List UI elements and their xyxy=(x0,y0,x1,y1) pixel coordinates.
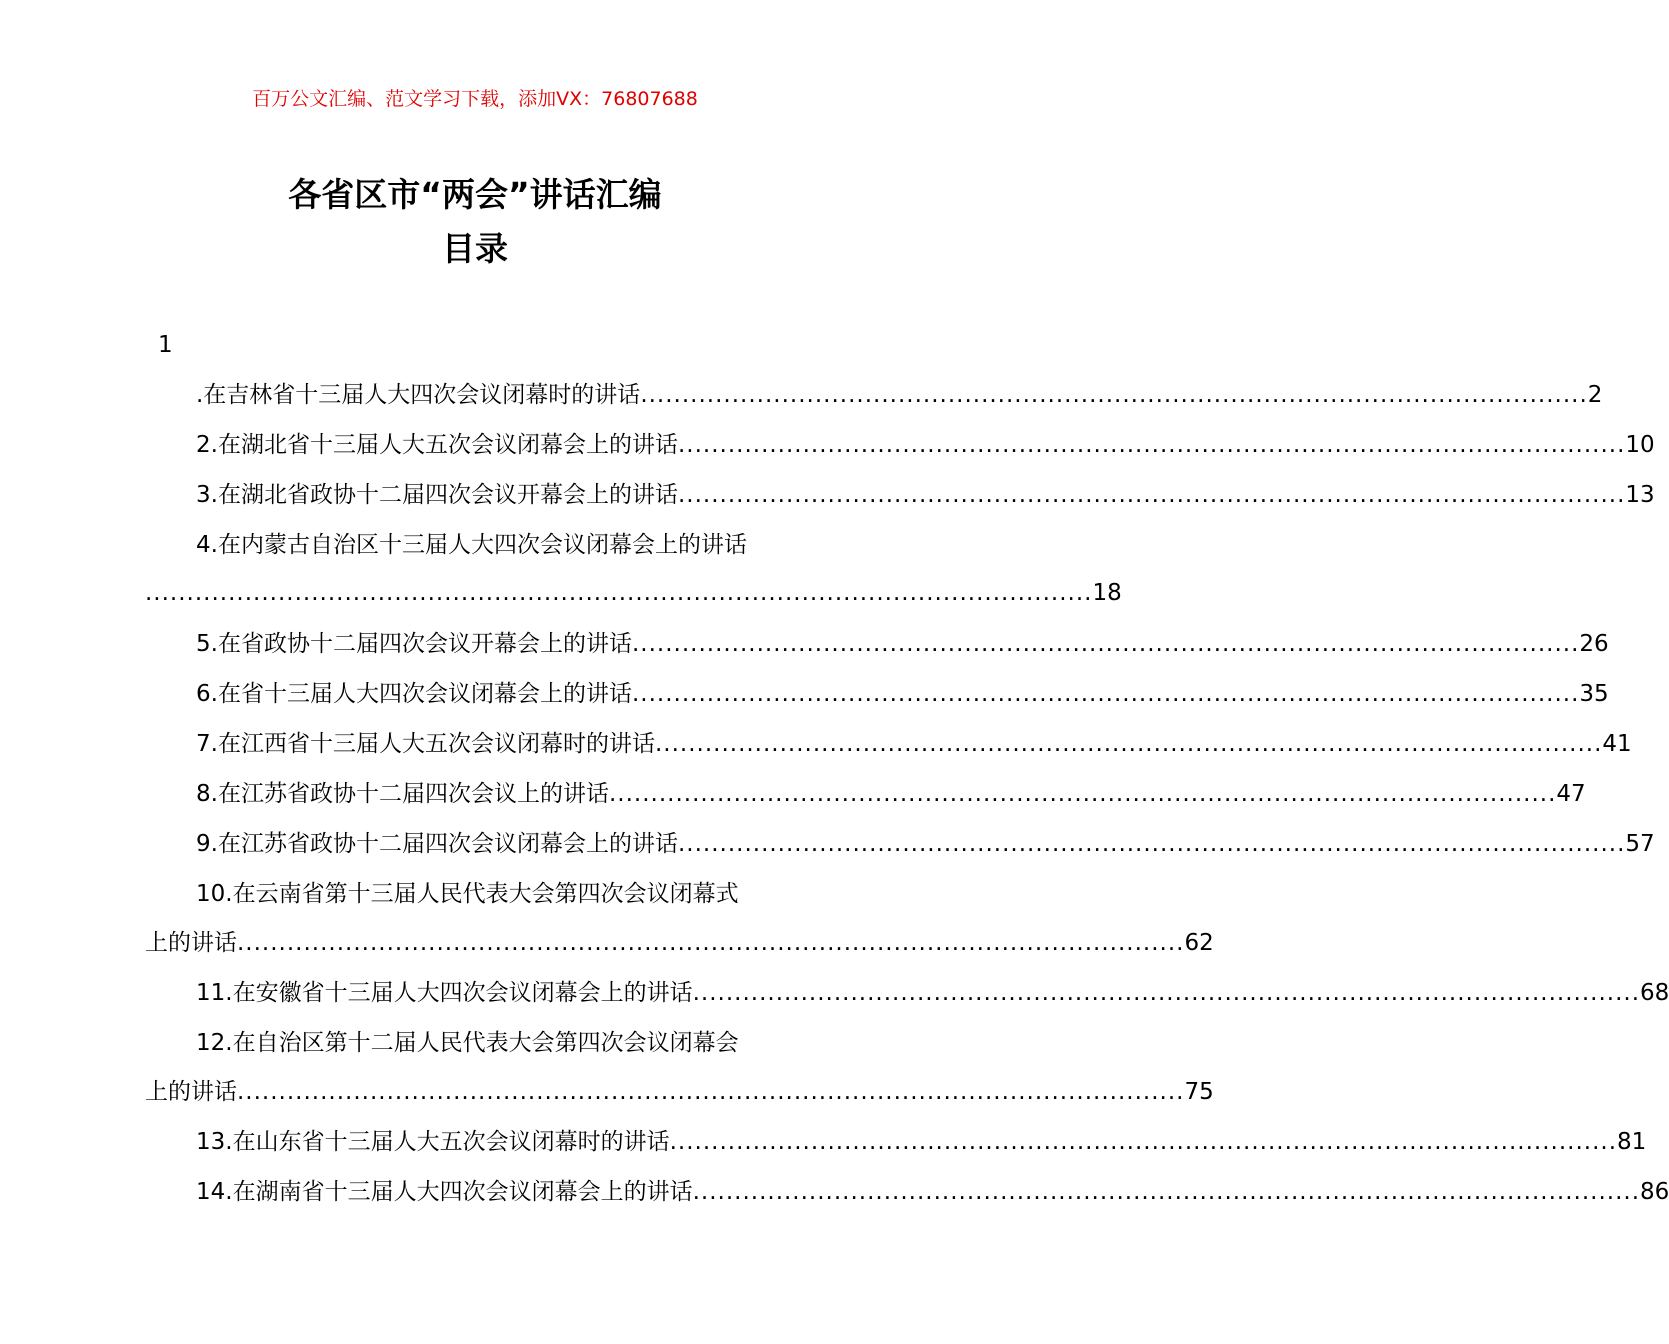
toc-leader: .................................................................................................................. xyxy=(631,631,1580,657)
toc-entry[interactable] xyxy=(196,430,1655,460)
toc-page-number: 47 xyxy=(1556,781,1586,807)
toc-page-number: 86 xyxy=(1640,1179,1669,1205)
toc-entry[interactable] xyxy=(196,1127,1647,1157)
toc-page-number: 35 xyxy=(1579,681,1609,707)
toc-entry-title: .在吉林省十三届人大四次会议闭幕时的讲话 xyxy=(196,382,641,408)
toc-entry-title-continued: 上的讲话 xyxy=(145,930,237,956)
toc-page-number: 81 xyxy=(1617,1129,1647,1155)
toc-leader: .................................................................................................................. xyxy=(631,681,1580,707)
toc-leader: .................................................................................................................. xyxy=(677,831,1626,857)
toc-entry-title: 14.在湖南省十三届人大四次会议闭幕会上的讲话 xyxy=(196,1179,693,1205)
toc-entry[interactable] xyxy=(196,679,1609,709)
toc-entry-continuation[interactable] xyxy=(145,1077,1214,1107)
toc-entry[interactable] xyxy=(196,729,1632,759)
toc-entry-title[interactable]: 10.在云南省第十三届人民代表大会第四次会议闭幕式 xyxy=(196,881,739,907)
toc-entry-title-continued: 上的讲话 xyxy=(145,1079,237,1105)
toc-leader: .................................................................................................................. xyxy=(237,930,1185,956)
toc-leader: .................................................................................................................. xyxy=(692,1179,1641,1205)
toc-page-number: 2 xyxy=(1587,382,1603,408)
toc-leader: .................................................................................................................. xyxy=(692,980,1641,1006)
toc-page-number: 68 xyxy=(1640,980,1669,1006)
toc-leader: .................................................................................................................. xyxy=(677,432,1626,458)
toc-entry-title[interactable]: 4.在内蒙古自治区十三届人大四次会议闭幕会上的讲话 xyxy=(196,532,747,558)
toc-entry-title: 3.在湖北省政协十二届四次会议开幕会上的讲话 xyxy=(196,482,678,508)
toc-page-number: 57 xyxy=(1625,831,1655,857)
toc-entry[interactable] xyxy=(196,629,1609,659)
document-title: 各省区市“两会”讲话汇编 xyxy=(288,175,662,214)
toc-entry[interactable] xyxy=(196,978,1669,1008)
toc-entry-continuation[interactable] xyxy=(145,578,1122,608)
toc-entry[interactable] xyxy=(196,380,1603,410)
toc-entry-title: 6.在省十三届人大四次会议闭幕会上的讲话 xyxy=(196,681,632,707)
toc-entry-title[interactable]: 12.在自治区第十二届人民代表大会第四次会议闭幕会 xyxy=(196,1030,739,1056)
toc-entry-title: 2.在湖北省十三届人大五次会议闭幕会上的讲话 xyxy=(196,432,678,458)
toc-page-number: 13 xyxy=(1625,482,1655,508)
toc-page-number: 18 xyxy=(1092,580,1122,606)
toc-leader: .................................................................................................................. xyxy=(145,580,1093,606)
toc-entry-title: 11.在安徽省十三届人大四次会议闭幕会上的讲话 xyxy=(196,980,693,1006)
toc-page-number: 62 xyxy=(1184,930,1214,956)
toc-leader: .................................................................................................................. xyxy=(677,482,1626,508)
toc-first-number: 1 xyxy=(158,332,173,358)
toc-leader: .................................................................................................................. xyxy=(640,382,1588,408)
toc-entry-continuation[interactable] xyxy=(145,928,1214,958)
toc-leader: .................................................................................................................. xyxy=(237,1079,1185,1105)
toc-entry-title: 7.在江西省十三届人大五次会议闭幕时的讲话 xyxy=(196,731,655,757)
toc-entry-title: 5.在省政协十二届四次会议开幕会上的讲话 xyxy=(196,631,632,657)
toc-page-number: 26 xyxy=(1579,631,1609,657)
toc-entry[interactable] xyxy=(196,480,1655,510)
toc-leader: .................................................................................................................. xyxy=(608,781,1557,807)
toc-entry-title: 13.在山东省十三届人大五次会议闭幕时的讲话 xyxy=(196,1129,670,1155)
toc-entry[interactable] xyxy=(196,779,1586,809)
document-subtitle: 目录 xyxy=(442,229,508,268)
toc-page-number: 10 xyxy=(1625,432,1655,458)
toc-leader: .................................................................................................................. xyxy=(654,731,1603,757)
toc-leader: .................................................................................................................. xyxy=(669,1129,1618,1155)
toc-page-number: 41 xyxy=(1602,731,1632,757)
toc-entry-title: 9.在江苏省政协十二届四次会议闭幕会上的讲话 xyxy=(196,831,678,857)
header-note: 百万公文汇编、范文学习下载，添加VX：76807688 xyxy=(252,88,698,110)
toc-entry-title: 8.在江苏省政协十二届四次会议上的讲话 xyxy=(196,781,609,807)
toc-page-number: 75 xyxy=(1184,1079,1214,1105)
toc-entry[interactable] xyxy=(196,829,1655,859)
toc-entry[interactable] xyxy=(196,1177,1669,1207)
